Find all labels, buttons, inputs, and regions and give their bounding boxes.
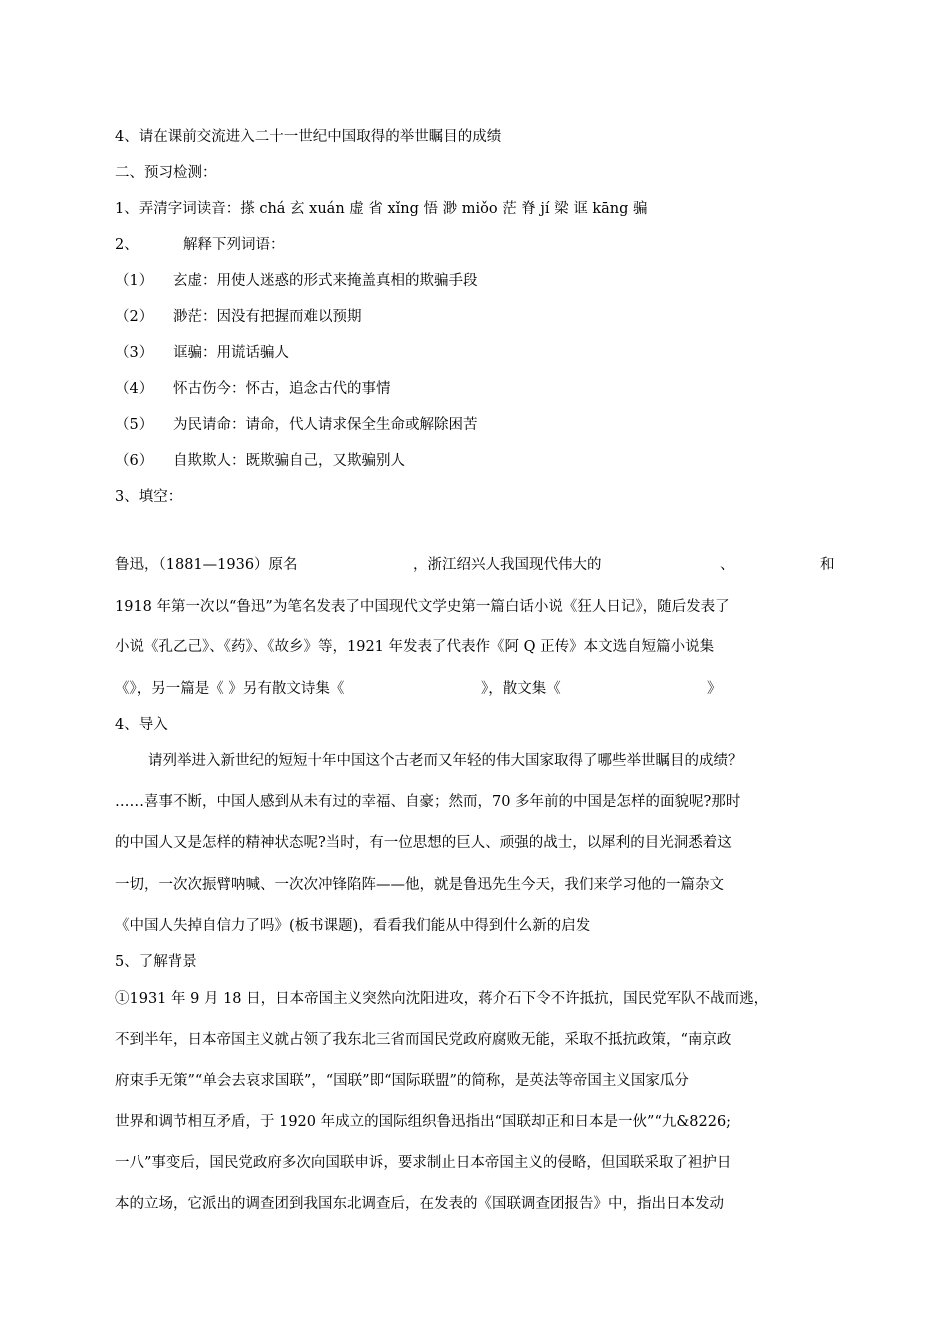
fill-blank-line-4c: 》 bbox=[707, 681, 722, 697]
definition-text: 为民请命：请命，代人请求保全生命或解除困苦 bbox=[173, 417, 478, 433]
background-line: ①1931 年 9 月 18 日，日本帝国主义突然向沈阳进攻，蒋介石下令不许抵抗，国民党军队不战而逃， bbox=[115, 991, 769, 1007]
definition-text: 诓骗：用谎话骗人 bbox=[173, 345, 289, 361]
intro-line: 一切，一次次振臂呐喊、一次次冲锋陷阵——他，就是鲁迅先生今天，我们来学习他的一篇杂文 bbox=[115, 877, 724, 893]
intro-line: 《中国人失掉自信力了吗》(板书课题)，看看我们能从中得到什么新的启发 bbox=[115, 918, 591, 934]
definition-text: 渺茫：因没有把握而难以预期 bbox=[173, 309, 362, 325]
definition-number: （4） bbox=[115, 381, 154, 397]
definition-text: 自欺欺人：既欺骗自己，又欺骗别人 bbox=[173, 453, 405, 469]
fill-blank-line-4a: 《》，另一篇是《 》另有散文诗集《 bbox=[115, 681, 345, 697]
background-line: 不到半年，日本帝国主义就占领了我东北三省而国民党政府腐败无能，采取不抵抗政策，“南京政 bbox=[115, 1032, 732, 1048]
definition-text: 怀古伤今：怀古，追念古代的事情 bbox=[173, 381, 391, 397]
background-heading: 5、了解背景 bbox=[115, 954, 197, 970]
fill-blank-text-2: ，浙江绍兴人我国现代伟大的 bbox=[413, 557, 602, 573]
intro-line: 请列举进入新世纪的短短十年中国这个古老而又年轻的伟大国家取得了哪些举世瞩目的成绩？ bbox=[148, 753, 743, 769]
preview-heading: 二、预习检测： bbox=[115, 165, 217, 181]
fill-blank-text-4: 和 bbox=[820, 557, 835, 573]
preclass-item-4: 4、请在课前交流进入二十一世纪中国取得的举世瞩目的成绩 bbox=[115, 129, 502, 145]
fill-blank-line-2: 1918 年第一次以“鲁迅”为笔名发表了中国现代文学史第一篇白话小说《狂人日记》，随后发表了 bbox=[115, 599, 730, 615]
fill-blank-text-3: 、 bbox=[720, 557, 735, 573]
definition-number: （6） bbox=[115, 453, 154, 469]
pronunciation-question: 1、弄清字词读音：搽 chá 玄 xuán 虚 省 xǐng 悟 渺 miǒo 茫 脊 jí 梁 诓 kāng 骗 bbox=[115, 201, 648, 217]
fill-blank-line-3: 小说《孔乙己》、《药》、《故乡》等，1921 年发表了代表作《阿 Q 正传》本文选自短篇小说集 bbox=[115, 639, 715, 655]
definition-text: 玄虚：用使人迷惑的形式来掩盖真相的欺骗手段 bbox=[173, 273, 478, 289]
fill-blank-heading: 3、填空： bbox=[115, 489, 183, 505]
vocab-question-text: 解释下列词语： bbox=[183, 237, 285, 253]
vocab-question-label: 2、 bbox=[115, 237, 139, 253]
background-line: 世界和调节相互矛盾，于 1920 年成立的国际组织鲁迅指出“国联却正和日本是一伙”“九&8226; bbox=[115, 1114, 732, 1130]
background-line: 府束手无策”“单会去哀求国联”，“国联”即“国际联盟”的简称，是英法等帝国主义国家瓜分 bbox=[115, 1073, 689, 1089]
definition-number: （3） bbox=[115, 345, 154, 361]
fill-blank-line-4b: 》，散文集《 bbox=[481, 681, 561, 697]
background-line: 本的立场，它派出的调查团到我国东北调查后，在发表的《国联调查团报告》中，指出日本发动 bbox=[115, 1196, 724, 1212]
intro-line: ……喜事不断，中国人感到从未有过的幸福、自豪；然而，70 多年前的中国是怎样的面貌呢?那时 bbox=[115, 794, 741, 810]
definition-number: （2） bbox=[115, 309, 154, 325]
definition-number: （1） bbox=[115, 273, 154, 289]
definition-number: （5） bbox=[115, 417, 154, 433]
background-line: 一八”事变后，国民党政府多次向国联申诉，要求制止日本帝国主义的侵略，但国联采取了袒护日 bbox=[115, 1155, 732, 1171]
intro-heading: 4、导入 bbox=[115, 717, 168, 733]
intro-line: 的中国人又是怎样的精神状态呢?当时，有一位思想的巨人、顽强的战士，以犀利的目光洞悉着这 bbox=[115, 835, 732, 851]
fill-blank-text-1: 鲁迅，（1881—1936）原名 bbox=[115, 557, 298, 573]
